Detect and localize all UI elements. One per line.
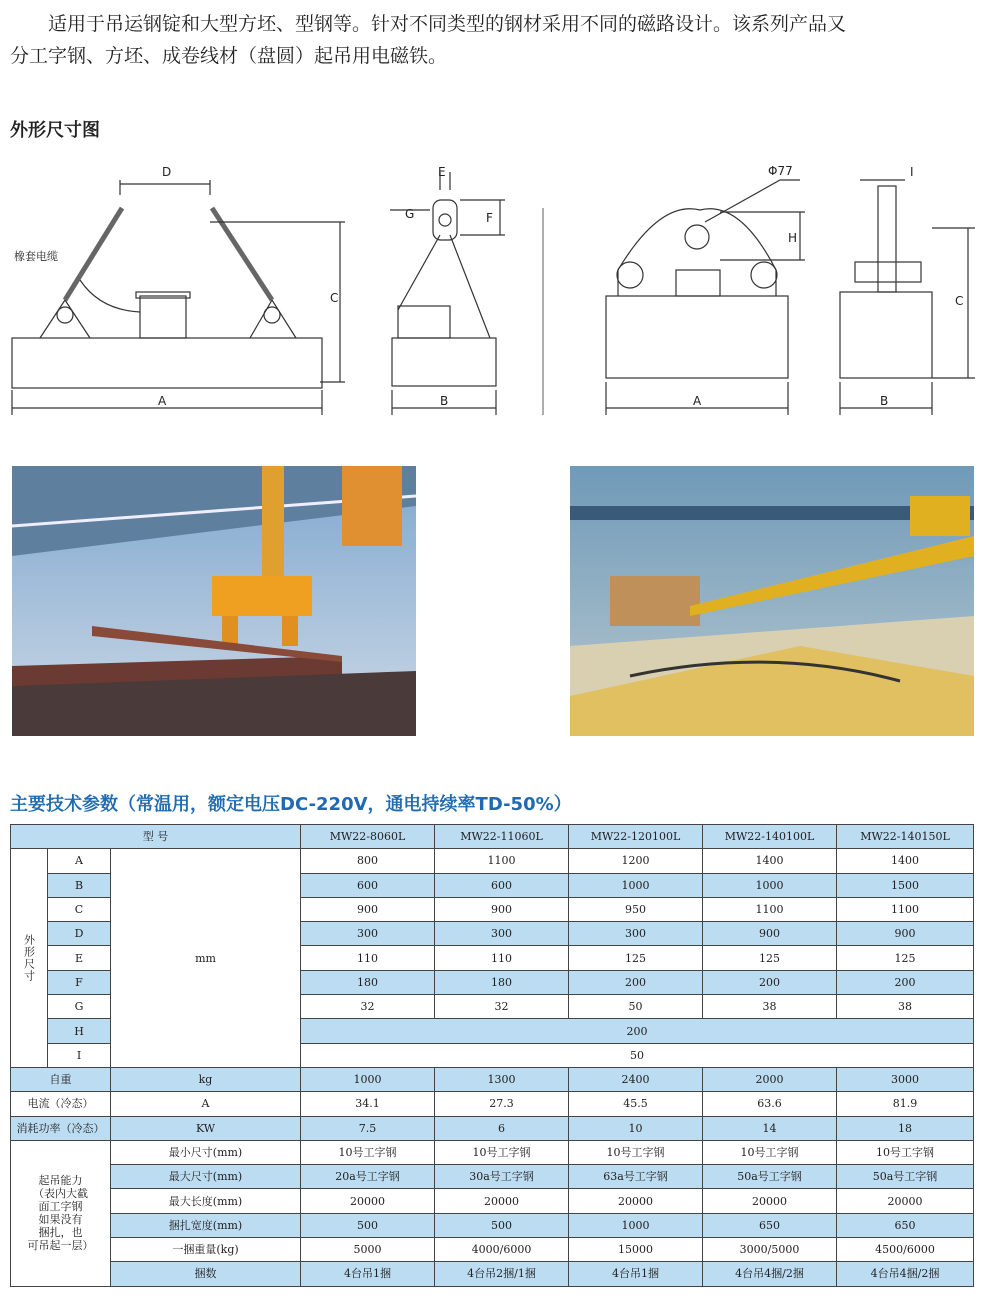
table-cell: 2400 — [569, 1067, 703, 1091]
table-cell: 900 — [435, 897, 569, 921]
drawing-section-title: 外形尺寸图 — [10, 120, 100, 141]
table-cell: 110 — [435, 946, 569, 970]
magnet-body-1 — [12, 338, 322, 388]
table-cell: 1100 — [435, 849, 569, 873]
junction-box-1 — [140, 296, 186, 338]
table-cell: 3000/5000 — [703, 1238, 837, 1262]
table-cell: 18 — [837, 1116, 974, 1140]
model-2: MW22-11060L — [435, 825, 569, 849]
table-cell: 4台吊4捆/2捆 — [703, 1262, 837, 1286]
table-cell: 10号工字钢 — [301, 1140, 435, 1164]
table-cell: 38 — [837, 995, 974, 1019]
lift-row-label: 捆扎宽度(mm) — [111, 1213, 301, 1237]
table-row — [11, 1262, 974, 1286]
dim-name: B — [48, 873, 111, 897]
table-cell: 650 — [837, 1213, 974, 1237]
dim-name: C — [48, 897, 111, 921]
photo-workshop-conveyor — [570, 466, 974, 736]
lift-row-label: 一捆重量(kg) — [111, 1238, 301, 1262]
spec-table — [10, 824, 974, 1287]
table-cell: 7.5 — [301, 1116, 435, 1140]
table-cell: 125 — [837, 946, 974, 970]
table-cell: 81.9 — [837, 1092, 974, 1116]
table-cell: 500 — [301, 1213, 435, 1237]
lift-row-label: 最大长度(mm) — [111, 1189, 301, 1213]
table-cell: 45.5 — [569, 1092, 703, 1116]
table-cell: 200 — [569, 970, 703, 994]
table-cell: 14 — [703, 1116, 837, 1140]
params-title: 主要技术参数（常温用，额定电压DC-220V，通电持续率TD-50%） — [10, 794, 572, 815]
table-row — [11, 1189, 974, 1213]
table-cell: 20000 — [569, 1189, 703, 1213]
photo-lifting-i-beams — [12, 466, 416, 736]
dim-name: F — [48, 970, 111, 994]
table-row — [11, 1165, 974, 1189]
label-B-2: B — [880, 394, 889, 408]
table-row — [11, 1213, 974, 1237]
table-cell: 900 — [301, 897, 435, 921]
label-I: I — [910, 165, 914, 179]
lift-row-label: 最小尺寸(mm) — [111, 1140, 301, 1164]
table-cell: 650 — [703, 1213, 837, 1237]
table-cell: 32 — [301, 995, 435, 1019]
table-cell: 10号工字钢 — [703, 1140, 837, 1164]
lift-group-label-line: 捆扎，也 — [38, 1226, 83, 1240]
table-row — [11, 1092, 974, 1116]
weight-label: 自重 — [11, 1067, 111, 1091]
table-cell: 63a号工字钢 — [569, 1165, 703, 1189]
intro-paragraph — [10, 8, 980, 72]
table-row — [11, 1116, 974, 1140]
table-cell: 200 — [301, 1019, 974, 1043]
table-cell: 15000 — [569, 1238, 703, 1262]
table-cell: 1300 — [435, 1067, 569, 1091]
dimension-drawings — [0, 150, 990, 430]
label-H: H — [788, 231, 798, 245]
power-unit: KW — [111, 1116, 301, 1140]
table-cell: 20000 — [837, 1189, 974, 1213]
table-cell: 180 — [435, 970, 569, 994]
label-phi: Φ77 — [768, 164, 793, 178]
table-cell: 300 — [435, 922, 569, 946]
table-cell: 1000 — [301, 1067, 435, 1091]
table-cell: 30a号工字钢 — [435, 1165, 569, 1189]
table-cell: 6 — [435, 1116, 569, 1140]
table-cell: 10 — [569, 1116, 703, 1140]
lift-group-label-line: 可吊起一层） — [27, 1239, 94, 1253]
table-cell: 10号工字钢 — [435, 1140, 569, 1164]
label-cable: 橡套电缆 — [14, 250, 58, 263]
dim-unit: mm — [111, 849, 301, 1068]
table-cell: 10号工字钢 — [569, 1140, 703, 1164]
table-cell: 50 — [569, 995, 703, 1019]
model-header: 型 号 — [11, 825, 301, 849]
table-cell: 125 — [569, 946, 703, 970]
table-row — [11, 1140, 974, 1164]
dim-group-label: 外形尺寸 — [11, 849, 48, 1068]
lift-group-label-line: 面工字钢 — [38, 1200, 83, 1214]
table-cell: 38 — [703, 995, 837, 1019]
current-label: 电流（冷态） — [11, 1092, 111, 1116]
table-cell: 900 — [837, 922, 974, 946]
table-cell: 200 — [837, 970, 974, 994]
table-cell: 4台吊1捆 — [301, 1262, 435, 1286]
dim-name: H — [48, 1019, 111, 1043]
model-1: MW22-8060L — [301, 825, 435, 849]
label-E: E — [438, 165, 446, 179]
table-cell: 32 — [435, 995, 569, 1019]
table-cell: 20000 — [435, 1189, 569, 1213]
model-5: MW22-140150L — [837, 825, 974, 849]
table-cell: 4台吊4捆/2捆 — [837, 1262, 974, 1286]
dim-name: D — [48, 922, 111, 946]
table-cell: 1100 — [837, 897, 974, 921]
table-cell: 50a号工字钢 — [703, 1165, 837, 1189]
label-C-2: C — [955, 294, 964, 308]
weight-unit: kg — [111, 1067, 301, 1091]
table-cell: 300 — [569, 922, 703, 946]
table-cell: 1000 — [569, 873, 703, 897]
table-cell: 125 — [703, 946, 837, 970]
table-cell: 600 — [301, 873, 435, 897]
table-cell: 300 — [301, 922, 435, 946]
intro-line-1: 适用于吊运钢锭和大型方坯、型钢等。针对不同类型的钢材采用不同的磁路设计。该系列产品又 — [48, 13, 847, 35]
table-cell: 110 — [301, 946, 435, 970]
label-B: B — [440, 394, 449, 408]
model-4: MW22-140100L — [703, 825, 837, 849]
label-G: G — [405, 207, 415, 221]
dim-name: E — [48, 946, 111, 970]
lift-group-label-line: 起吊能力 — [38, 1174, 83, 1188]
table-row — [11, 1238, 974, 1262]
lift-row-label: 最大尺寸(mm) — [111, 1165, 301, 1189]
table-header-row — [11, 825, 974, 849]
dim-name: G — [48, 995, 111, 1019]
table-cell: 4台吊2捆/1捆 — [435, 1262, 569, 1286]
current-unit: A — [111, 1092, 301, 1116]
lift-row-label: 捆数 — [111, 1262, 301, 1286]
table-row — [11, 1067, 974, 1091]
lift-group-label-line: （表内大截 — [33, 1187, 88, 1201]
table-cell: 4500/6000 — [837, 1238, 974, 1262]
table-cell: 1100 — [703, 897, 837, 921]
table-cell: 10号工字钢 — [837, 1140, 974, 1164]
table-cell: 1500 — [837, 873, 974, 897]
dim-name: A — [48, 849, 111, 873]
label-D: D — [162, 165, 172, 179]
table-row — [11, 849, 974, 873]
model-3: MW22-120100L — [569, 825, 703, 849]
table-cell: 34.1 — [301, 1092, 435, 1116]
table-cell: 500 — [435, 1213, 569, 1237]
table-cell: 800 — [301, 849, 435, 873]
dim-name: I — [48, 1043, 111, 1067]
table-cell: 50a号工字钢 — [837, 1165, 974, 1189]
table-cell: 2000 — [703, 1067, 837, 1091]
label-C: C — [330, 291, 339, 305]
table-cell: 1400 — [837, 849, 974, 873]
table-cell: 600 — [435, 873, 569, 897]
table-cell: 20000 — [703, 1189, 837, 1213]
table-cell: 3000 — [837, 1067, 974, 1091]
table-cell: 27.3 — [435, 1092, 569, 1116]
table-cell: 900 — [703, 922, 837, 946]
label-F: F — [486, 211, 493, 225]
label-A: A — [158, 394, 167, 408]
table-cell: 20a号工字钢 — [301, 1165, 435, 1189]
table-cell: 1000 — [569, 1213, 703, 1237]
power-label: 消耗功率（冷态） — [11, 1116, 111, 1140]
table-cell: 1000 — [703, 873, 837, 897]
table-cell: 4000/6000 — [435, 1238, 569, 1262]
label-A-2: A — [693, 394, 702, 408]
table-cell: 20000 — [301, 1189, 435, 1213]
lift-group-label — [11, 1140, 111, 1286]
table-cell: 63.6 — [703, 1092, 837, 1116]
table-cell: 950 — [569, 897, 703, 921]
table-cell: 1400 — [703, 849, 837, 873]
table-cell: 1200 — [569, 849, 703, 873]
table-cell: 5000 — [301, 1238, 435, 1262]
table-cell: 4台吊1捆 — [569, 1262, 703, 1286]
table-cell: 200 — [703, 970, 837, 994]
table-cell: 50 — [301, 1043, 974, 1067]
intro-line-2: 分工字钢、方坯、成卷线材（盘圆）起吊用电磁铁。 — [10, 45, 448, 67]
lift-group-label-line: 如果没有 — [38, 1213, 83, 1227]
table-cell: 180 — [301, 970, 435, 994]
